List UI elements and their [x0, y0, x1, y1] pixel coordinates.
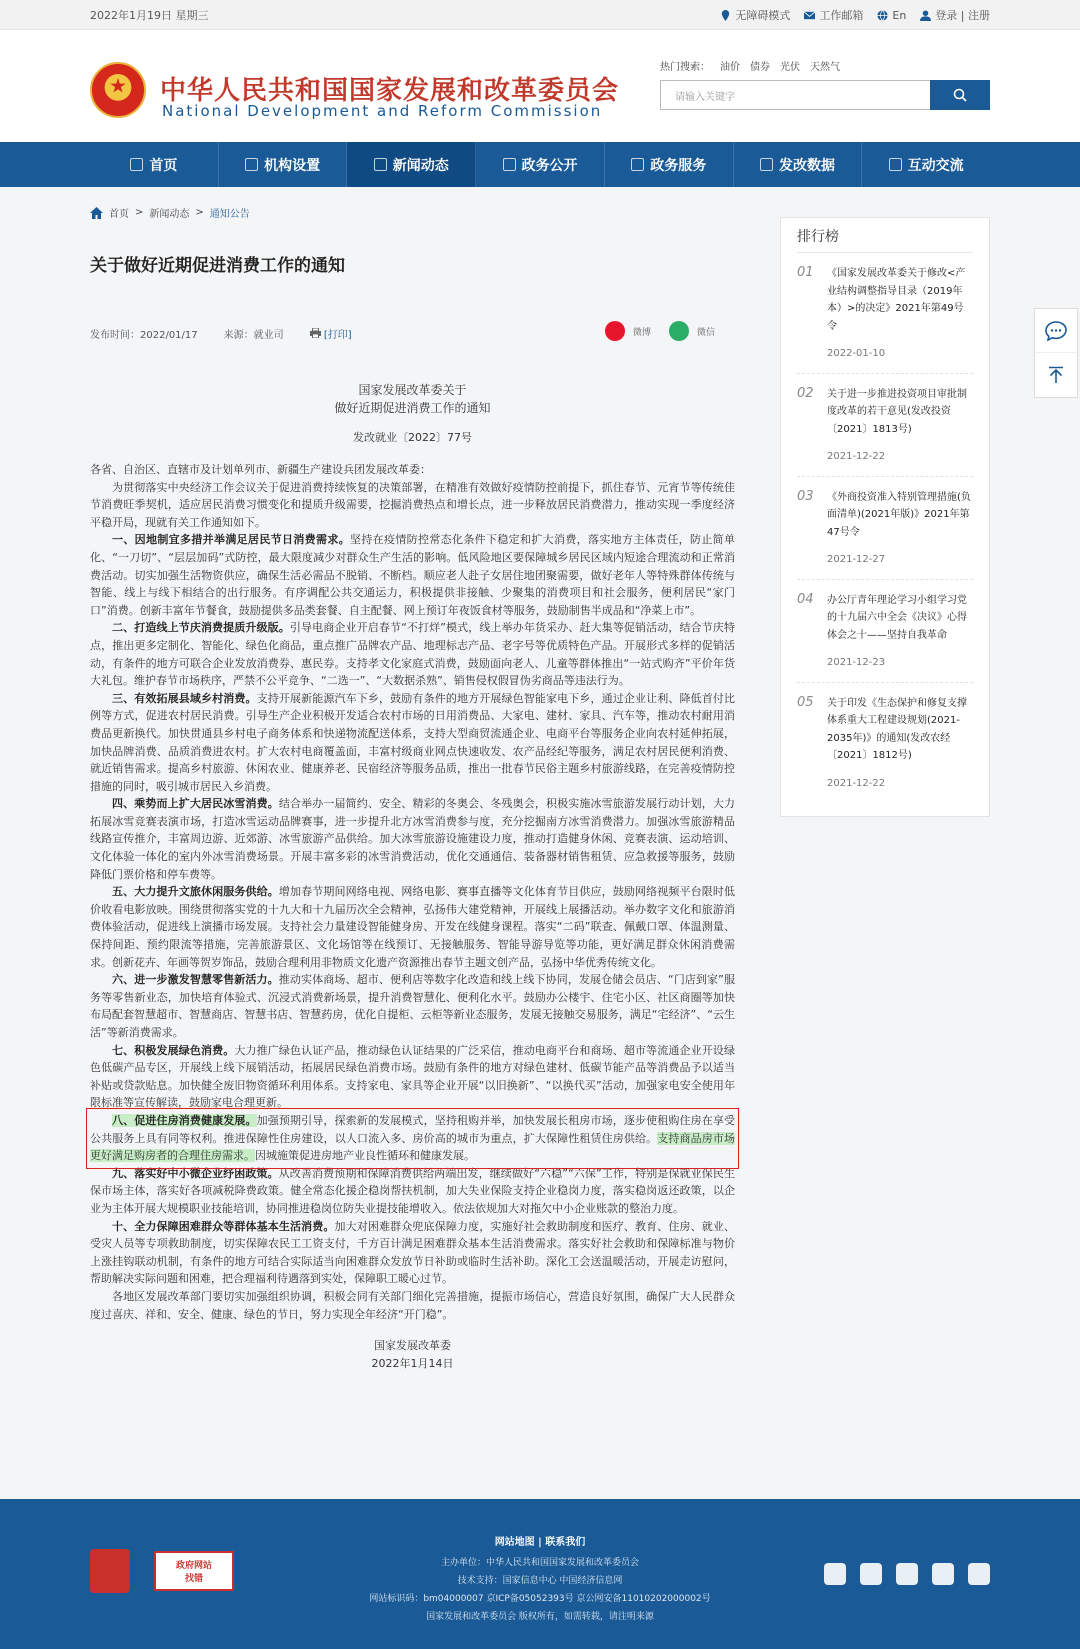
ranking-link[interactable]: 《外商投资准入特别管理措施(负面清单)(2021年版)》2021年第47号令 [827, 491, 971, 538]
nav-news[interactable]: 新闻动态 [347, 142, 476, 187]
ranking-link[interactable]: 《国家发展改革委关于修改<产业结构调整指导目录（2019年本）>的决定》2021年第49号令 [827, 268, 966, 332]
ranking-title: 排行榜 [797, 226, 973, 253]
share-weibo[interactable]: 微博 [605, 321, 651, 341]
article-title: 关于做好近期促进消费工作的通知 [90, 256, 345, 276]
ranking-item[interactable]: 04 办公厅青年理论学习小组学习党的十九届六中全会《决议》心得体会之十——坚持自我革命 2021-12-23 [797, 580, 973, 683]
hot-term[interactable]: 光伏 [780, 62, 800, 73]
breadcrumb-home[interactable]: 首页 [109, 209, 129, 220]
footer-links[interactable]: 网站地图 | 联系我们 [494, 1537, 586, 1548]
paragraph: 九、落实好中小微企业纾困政策。从改善消费预期和保障消费供给两端出发，继续做好“六稳”“六保”工作，特别是保就业保民生保市场主体，落实好各项减税降费政策。健全常态化援企稳岗帮扶机制，加大失业保险支持企业稳岗力度，落实稳岗返还政策，以企业为主体开展大规模职业技能培训，协同推进稳岗位防失业提技能增收入。依法依规加大对拖欠中小企业账款的整治力度。 [90, 1166, 736, 1215]
document-number: 发改就业〔2022〕77号 [353, 431, 472, 444]
globe-icon [877, 10, 888, 21]
accessibility-link[interactable] [720, 7, 790, 23]
nav-interaction[interactable]: 互动交流 [862, 142, 990, 187]
back-to-top-button[interactable] [1035, 353, 1077, 397]
national-emblem-logo[interactable] [90, 62, 146, 118]
salutation: 各省、自治区、直辖市及计划单列市、新疆生产建设兵团发展改革委： [90, 463, 431, 476]
paragraph: 各地区发展改革部门要切实加强组织协调，积极会同有关部门细化完善措施，提振市场信心，营造良好氛围，确保广大人民群众度过喜庆、祥和、安全、健康、绿色的节日，努力实现全年经济“开门稳”。 [90, 1289, 735, 1321]
chat-bubble-icon [1045, 321, 1067, 341]
hot-term[interactable]: 天然气 [810, 62, 840, 73]
english-link[interactable] [877, 9, 906, 22]
tiktok-icon[interactable] [896, 1563, 918, 1585]
home-icon [90, 207, 103, 219]
article [90, 235, 735, 1373]
nav-home[interactable]: 首页 [90, 142, 219, 187]
location-pin-icon [720, 10, 731, 21]
site-header [0, 30, 1080, 142]
ranking-item[interactable]: 03 《外商投资准入特别管理措施(负面清单)(2021年版)》2021年第47号令 2021-12-27 [797, 477, 973, 580]
hot-term[interactable]: 债券 [750, 62, 770, 73]
print-button[interactable]: [打印] [310, 326, 352, 341]
ranking-sidebar [780, 217, 990, 817]
nav-services[interactable]: 政务服务 [605, 142, 734, 187]
work-mail-link[interactable] [804, 7, 863, 23]
paragraph: 二、打造线上节庆消费提质升级版。引导电商企业开启春节“不打烊”模式，线上举办年货采办、赶大集等促销活动，结合节庆特点，推出更多定制化、智能化、绿色化商品，重点推广品牌农产品、地理标志产品、老字号等优质特色产品。开展形式多样的促销活动，有条件的地方可联合企业发放消费券、惠民券。支持孝文化家庭式消费，鼓励面向老人、儿童等群体推出“一站式购齐”平价年货大礼包。维护春节市场秩序，严禁不公平竞争、“二选一”、“大数据杀熟”、销售侵权假冒伪劣商品等违法行为。 [90, 621, 735, 688]
paragraph: 七、积极发展绿色消费。大力推广绿色认证产品，推动绿色认证结果的广泛采信，推动电商平台和商场、超市等流通企业开设绿色低碳产品专区，开展线上线下展销活动，拓展居民绿色消费市场。鼓励有条件的地方对绿色建材、低碳节能产品等消费品予以适当补贴或贷款贴息。加快健全废旧物资循环利用体系。支持家电、家具等企业开展“以旧换新”、“以换代买”活动，加强家电安全使用年限标准等宣传解读，鼓励家电合理更新。 [90, 1043, 736, 1110]
top-bar [0, 0, 1080, 30]
arrow-up-icon [1047, 366, 1065, 384]
login-register-link[interactable] [920, 7, 990, 23]
pie-chart-icon [760, 158, 773, 171]
site-footer [0, 1499, 1080, 1649]
gov-site-error-report-badge[interactable]: 政府网站 找错 [154, 1551, 234, 1591]
paragraph: 五、大力提升文旅休闲服务供给。增加春节期间网络电视、网络电影、赛事直播等文化体育节目供应，鼓励网络视频平台限时低价收看电影放映。围绕贯彻落实党的十九大和十九届历次全会精神，弘扬伟大建党精神，开展线上展播活动。举办数字文化和旅游消费体验活动，促进线上演播市场发展。支持社会力量建设智能健身房、开发在线健身课程。落实“二码”联查、佩戴口罩、体温测量、保持间距、预约限流等措施，完善旅游景区、文化场馆等在线预订、无接触服务、智能导游导览等功能，更好满足群众休闲消费需求。创新花卉、年画等贺岁饰品，鼓励合理利用非物质文化遗产资源推出春节主题文创产品，弘扬中华优秀传统文化。 [90, 885, 736, 969]
ranking-item[interactable]: 05 关于印发《生态保护和修复支撑体系重大工程建设规划(2021-2035年)》的通知(发改农经〔2021〕1812号) 2021-12-22 [797, 694, 967, 789]
weibo-icon [605, 321, 625, 341]
search-input[interactable]: 请输入关键字 [660, 80, 930, 110]
work-mail-label[interactable]: 工作邮箱 [819, 9, 864, 22]
article-source: 来源：就业司 [223, 330, 284, 341]
breadcrumb: 首页 > 新闻动态 > 通知公告 [90, 205, 250, 220]
search-button[interactable] [930, 80, 990, 110]
user-icon [920, 10, 931, 21]
ranking-item[interactable]: 02 关于进一步推进投资项目审批制度改革的若干意见(发改投资〔2021〕1813号) 2021-12-22 [797, 374, 973, 477]
hot-search-label: 热门搜索： [660, 62, 710, 73]
publish-time: 发布时间：2022/01/17 [90, 330, 198, 341]
nav-data[interactable]: 发改数据 [734, 142, 863, 187]
main-content [90, 187, 990, 1499]
document-icon [631, 158, 644, 171]
footer-tech: 技术支持：国家信息中心 中国经济信息网 [457, 1576, 623, 1586]
accessibility-label[interactable]: 无障碍模式 [735, 9, 791, 22]
article-meta [90, 326, 735, 341]
ranking-link[interactable]: 办公厅青年理论学习小组学习党的十九届六中全会《决议》心得体会之十——坚持自我革命 [827, 594, 967, 641]
paragraph: 四、乘势而上扩大居民冰雪消费。结合举办一届简约、安全、精彩的冬奥会、冬残奥会，积极实施冰雪旅游发展行动计划，大力拓展冰雪竞赛表演市场，打造冰雪运动品牌赛事，进一步提升北方冰雪消费参与度，充分挖掘南方冰雪消费潜力。加强冰雪旅游精品线路宣传推介，丰富周边游、近郊游、冰雪旅游产品供给。加大冰雪旅游设施建设力度，推动打造健身休闲、竞赛表演、运动培训、文化体验一体化的室内外冰雪消费场景。开展丰富多彩的冰雪消费活动，优化交通通信、装备器材销售租赁、应急救援等服务，鼓励降低门票价格和停车费等。 [90, 797, 736, 881]
footer-host: 主办单位：中华人民共和国国家发展和改革委员会 [440, 1558, 639, 1568]
ranking-link[interactable]: 关于进一步推进投资项目审批制度改革的若干意见(发改投资〔2021〕1813号) [827, 388, 967, 435]
paragraph: 六、进一步激发智慧零售新活力。推动实体商场、超市、便利店等数字化改造和线上线下协同，发展仓储会员店、“门店到家”服务等零售新业态，加快培育体验式、沉浸式消费新场景，提升消费智慧化、便利化水平。鼓励办公楼宇、住宅小区、社区商圈等加快布局配套智慧超市、智慧商店、智慧书店、智慧药房，优化自提柜、云柜等新业态服务，发展无接触交易服务，满足“宅经济”、“云生活”等新消费需求。 [90, 973, 735, 1039]
english-label[interactable]: En [892, 8, 907, 22]
footer-ids: 网站标识码：bm04000007 京ICP备05052393号 京公网安备11010202000002号 [369, 1594, 711, 1604]
building-icon [245, 158, 258, 171]
breadcrumb-news[interactable]: 新闻动态 [149, 209, 190, 220]
document-heading: 国家发展改革委关于 做好近期促进消费工作的通知 [334, 383, 491, 415]
printer-icon [310, 328, 321, 338]
site-title-en[interactable]: National Development and Reform Commission [162, 102, 603, 120]
breadcrumb-notices[interactable]: 通知公告 [209, 209, 250, 220]
paragraph: 为贯彻落实中央经济工作会议关于促进消费持续恢复的决策部署，在精准有效做好疫情防控前提下，抓住春节、元宵节等传统佳节消费旺季契机，适应居民消费习惯变化和提质升级需要，挖掘消费热点和增长点，进一步释放居民消费潜力，推动实现一季度经济平稳开局，现就有关工作通知如下。 [90, 480, 735, 529]
footer-copyright: 国家发展和改革委员会 版权所有，如需转载，请注明来源 [426, 1612, 654, 1622]
ranking-item[interactable]: 01 《国家发展改革委关于修改<产业结构调整指导目录（2019年本）>的决定》2021年第49号令 2022-01-10 [797, 253, 973, 374]
search-icon [953, 88, 967, 102]
mail-icon [804, 10, 815, 21]
toutiao-icon[interactable] [968, 1563, 990, 1585]
search-bar [660, 80, 990, 110]
chat-icon [889, 158, 902, 171]
share-buttons [605, 321, 715, 341]
hot-term[interactable]: 油价 [720, 62, 740, 73]
weibo-icon[interactable] [824, 1563, 846, 1585]
wechat-icon [669, 321, 689, 341]
current-date: 2022年1月19日 星期三 [90, 9, 209, 22]
highlighted-paragraph: 八、促进住房消费健康发展。加强预期引导，探索新的发展模式，坚持租购并举，加快发展长租房市场，逐步使租购住房在享受公共服务上具有同等权利。推进保障性住房建设，以人口流入多、房价高的城市为重点，扩大保障性租赁住房供给。支持商品房市场更好满足购房者的合理住房需求。因城施策促进房地产业良性循环和健康发展。 [90, 1112, 735, 1165]
wechat-icon[interactable] [860, 1563, 882, 1585]
login-register-label[interactable]: 登录 | 注册 [935, 9, 990, 22]
home-icon [130, 158, 143, 171]
article-body [90, 461, 735, 1323]
share-wechat[interactable]: 微信 [669, 321, 715, 341]
ranking-link[interactable]: 关于印发《生态保护和修复支撑体系重大工程建设规划(2021-2035年)》的通知(发改农经〔2021〕1812号) [827, 697, 967, 761]
feedback-button[interactable] [1035, 309, 1077, 353]
nav-organization[interactable]: 机构设置 [219, 142, 348, 187]
news-icon [374, 158, 387, 171]
paragraph: 一、因地制宜多措并举满足居民节日消费需求。坚持在疫情防控常态化条件下稳定和扩大消费，落实地方主体责任，防止简单化、“一刀切”、“层层加码”式防控，最大限度减少对群众生产生活的影响。低风险地区要保障城乡居民区域内短途合理流动和正常消费活动。切实加强生活物资供应，确保生活必需品不脱销、不断档。顺应老人赴子女居住地团聚需要，做好老年人等特殊群体传统与智能、线上与线下相结合的出行服务。有序调配公共交通运力，积极提供非接触、少聚集的消费项目和社会服务，便利居民“家门口”消费。创新丰富年节餐食，鼓励提供多品类套餐、自主配餐、网上预订年夜饭食材等服务，鼓励制售半成品和“净菜上市”。 [90, 533, 735, 617]
signature: 国家发展改革委 2022年1月14日 [371, 1339, 454, 1371]
social-links [824, 1563, 990, 1585]
paragraph: 十、全力保障困难群众等群体基本生活消费。加大对困难群众兜底保障力度，实施好社会救助制度和医疗、教育、住房、就业、受灾人员等专项救助制度，切实保障农民工工资支付，千方百计满足困难群众基本生活消费需求。落实好社会救助和保障标准与物价上涨挂钩联动机制，有条件的地方可结合实际适当向困难群众发放节日补助或临时生活补助。深化工会送温暖活动，开展走访慰问，帮助解决实际问题和困难，把合理福利待遇落到实处，保障职工暖心过节。 [90, 1219, 735, 1286]
hot-search [660, 58, 990, 73]
site-title-cn[interactable]: 中华人民共和国国家发展和改革委员会 [160, 76, 620, 106]
floating-toolbar [1034, 308, 1078, 398]
paragraph: 三、有效拓展县域乡村消费。支持开展新能源汽车下乡，鼓励有条件的地方开展绿色智能家电下乡，通过企业让利、降低首付比例等方式，促进农村居民消费。引导生产企业积极开发适合农村市场的日用消费品、大家电、建材、家具、汽车等，推动农村耐用消费品更新换代。加快贯通县乡村电子商务体系和快递物流配送体系，支持大型商贸流通企业、电商平台等服务企业向农村延伸拓展，加快品牌消费、品质消费进农村。扩大农村电商覆盖面，丰富村级商业网点快速收发、农产品经纪等服务，满足农村居民便利消费、就近销售需求。提高乡村旅游、休闲农业、健康养老、民宿经济等服务品质，推出一批春节民俗主题乡村旅游线路，在完善疫情防控措施的同时，吸引城市居民入乡消费。 [90, 691, 735, 793]
app-icon[interactable] [932, 1563, 954, 1585]
main-nav [0, 142, 1080, 187]
broadcast-icon [503, 158, 516, 171]
nav-government-affairs[interactable]: 政务公开 [476, 142, 605, 187]
